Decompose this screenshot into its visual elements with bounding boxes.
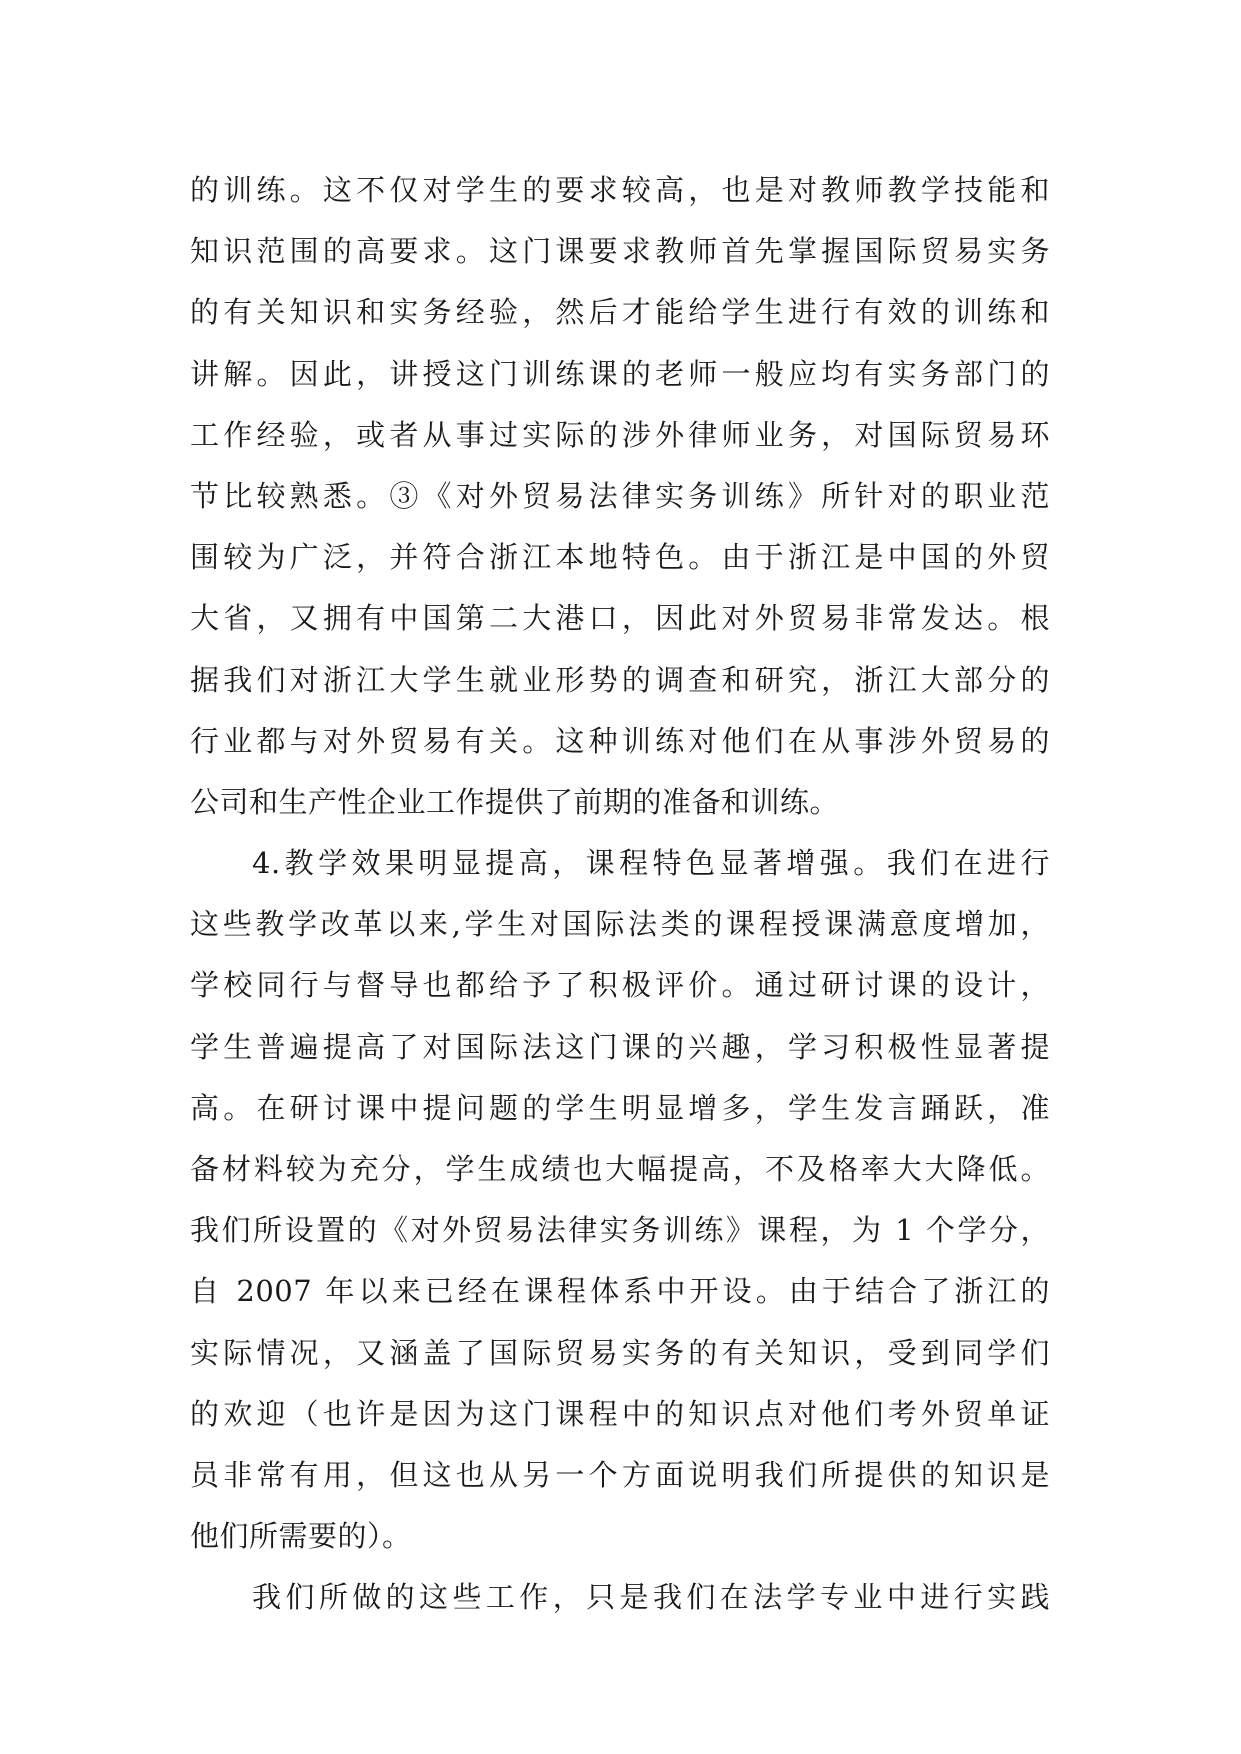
text-line: 行业都与对外贸易有关。这种训练对他们在从事涉外贸易的 (190, 723, 1050, 758)
paragraph-start-line: 我们所做的这些工作，只是我们在法学专业中进行实践 (252, 1580, 1050, 1615)
text-line: 讲解。因此，讲授这门训练课的老师一般应均有实务部门的 (190, 356, 1050, 391)
text-line: 自 2007 年以来已经在课程体系中开设。由于结合了浙江的 (190, 1274, 1050, 1309)
text-line: 节比较熟悉。③《对外贸易法律实务训练》所针对的职业范 (190, 478, 1050, 513)
text-line: 知识范围的高要求。这门课要求教师首先掌握国际贸易实务 (190, 234, 1050, 269)
paragraph-end-line: 公司和生产性企业工作提供了前期的准备和训练。 (190, 784, 840, 819)
text-line: 我们所设置的《对外贸易法律实务训练》课程，为 1 个学分， (190, 1213, 1050, 1248)
text-line: 大省，又拥有中国第二大港口，因此对外贸易非常发达。根 (190, 601, 1050, 636)
paragraph-end-line: 他们所需要的）。 (190, 1519, 412, 1554)
text-line: 高。在研讨课中提问题的学生明显增多，学生发言踊跃，准 (190, 1090, 1050, 1125)
text-line: 工作经验，或者从事过实际的涉外律师业务，对国际贸易环 (190, 417, 1050, 452)
text-line: 的欢迎（也许是因为这门课程中的知识点对他们考外贸单证 (190, 1396, 1050, 1431)
text-line: 这些教学改革以来,学生对国际法类的课程授课满意度增加， (190, 907, 1050, 942)
text-line: 员非常有用，但这也从另一个方面说明我们所提供的知识是 (190, 1457, 1050, 1492)
text-line: 的有关知识和实务经验，然后才能给学生进行有效的训练和 (190, 295, 1050, 330)
text-line: 学生普遍提高了对国际法这门课的兴趣，学习积极性显著提 (190, 1029, 1050, 1064)
text-line: 实际情况，又涵盖了国际贸易实务的有关知识，受到同学们 (190, 1335, 1050, 1370)
text-line: 据我们对浙江大学生就业形势的调查和研究，浙江大部分的 (190, 662, 1050, 697)
body-text (190, 160, 1050, 1629)
text-line: 的训练。这不仅对学生的要求较高，也是对教师教学技能和 (190, 173, 1050, 207)
text-line: 备材料较为充分，学生成绩也大幅提高，不及格率大大降低。 (190, 1152, 1050, 1186)
text-line: 学校同行与督导也都给予了积极评价。通过研讨课的设计， (190, 968, 1050, 1003)
text-line: 围较为广泛，并符合浙江本地特色。由于浙江是中国的外贸 (190, 540, 1050, 575)
paragraph-start-line: 4.教学效果明显提高，课程特色显著增强。我们在进行 (252, 846, 1050, 881)
